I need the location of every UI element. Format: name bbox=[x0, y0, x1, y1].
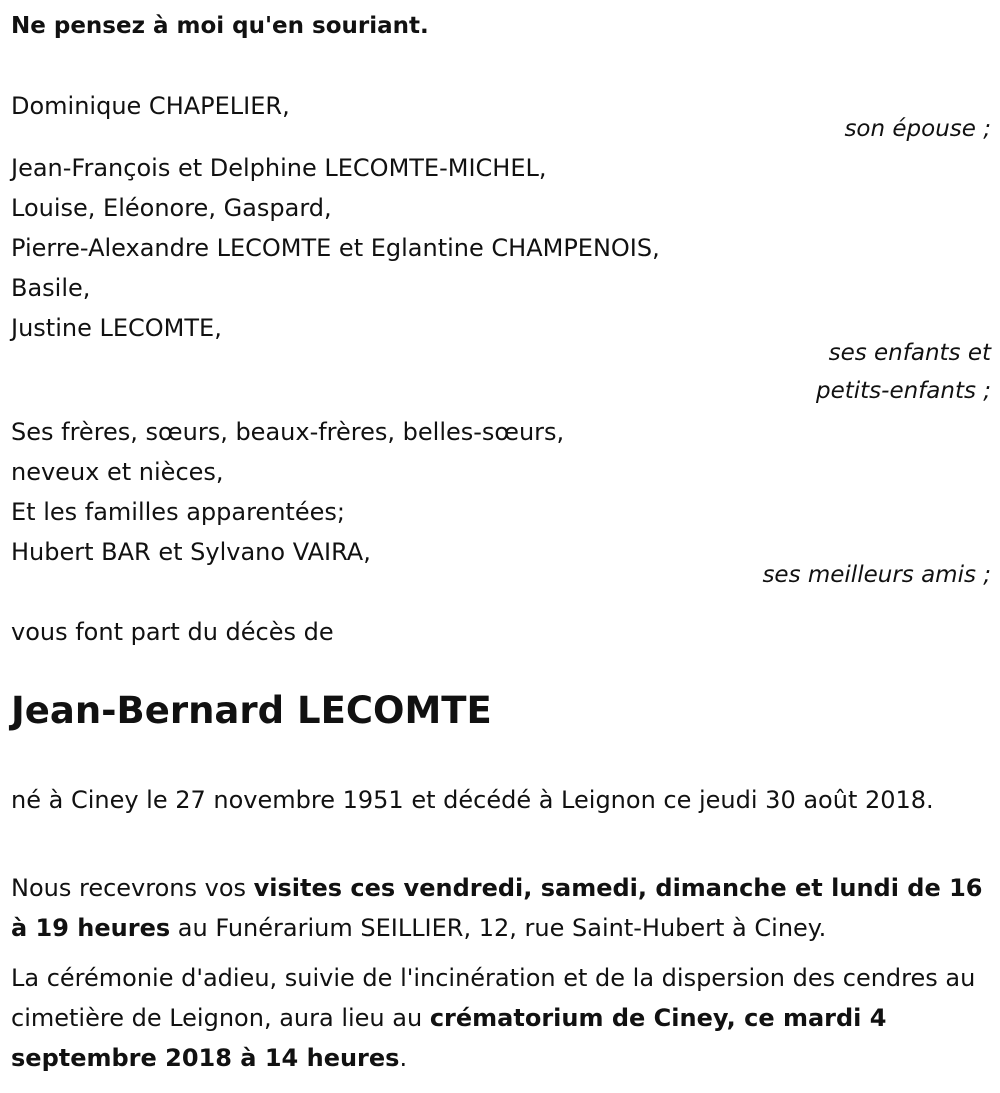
children-name-line: Jean-François et Delphine LECOMTE-MICHEL, bbox=[11, 154, 547, 182]
children-name-line: Justine LECOMTE, bbox=[11, 314, 222, 342]
ceremony-intro: La cérémonie d'adieu, suivie de l'incinération et de la dispersion des cendres au cimetière de Leignon, aura lieu au bbox=[11, 964, 976, 1032]
children-relation-line: ses enfants et bbox=[828, 340, 991, 366]
visits-location: au Funérarium SEILLIER, 12, rue Saint-Hubert à Ciney. bbox=[170, 914, 827, 942]
spouse-relation: son épouse ; bbox=[844, 116, 991, 142]
children-relation-line: petits-enfants ; bbox=[815, 378, 991, 404]
visits-schedule: visites ces vendredi, samedi, dimanche et lundi de 16 à 19 heures bbox=[11, 874, 983, 942]
announcement-text: vous font part du décès de bbox=[11, 618, 334, 646]
family-name-line: Hubert BAR et Sylvano VAIRA, bbox=[11, 538, 371, 566]
family-name-line: Et les familles apparentées; bbox=[11, 498, 345, 526]
visits-paragraph bbox=[11, 868, 991, 948]
friends-relation: ses meilleurs amis ; bbox=[762, 562, 991, 588]
spouse-name: Dominique CHAPELIER, bbox=[11, 92, 290, 120]
ceremony-end: . bbox=[399, 1044, 408, 1072]
visits-intro: Nous recevrons vos bbox=[11, 874, 254, 902]
children-name-line: Basile, bbox=[11, 274, 91, 302]
ceremony-place-time: crématorium de Ciney, ce mardi 4 septembre 2018 à 14 heures bbox=[11, 1004, 887, 1072]
family-name-line: Ses frères, sœurs, beaux-frères, belles-sœurs, bbox=[11, 418, 565, 446]
children-name-line: Louise, Eléonore, Gaspard, bbox=[11, 194, 332, 222]
deceased-name: Jean-Bernard LECOMTE bbox=[11, 689, 492, 732]
birth-death-text: né à Ciney le 27 novembre 1951 et décédé à Leignon ce jeudi 30 août 2018. bbox=[11, 786, 934, 814]
ceremony-paragraph bbox=[11, 958, 991, 1078]
children-name-line: Pierre-Alexandre LECOMTE et Eglantine CHAMPENOIS, bbox=[11, 234, 660, 262]
epigraph: Ne pensez à moi qu'en souriant. bbox=[11, 13, 429, 39]
family-name-line: neveux et nièces, bbox=[11, 458, 224, 486]
